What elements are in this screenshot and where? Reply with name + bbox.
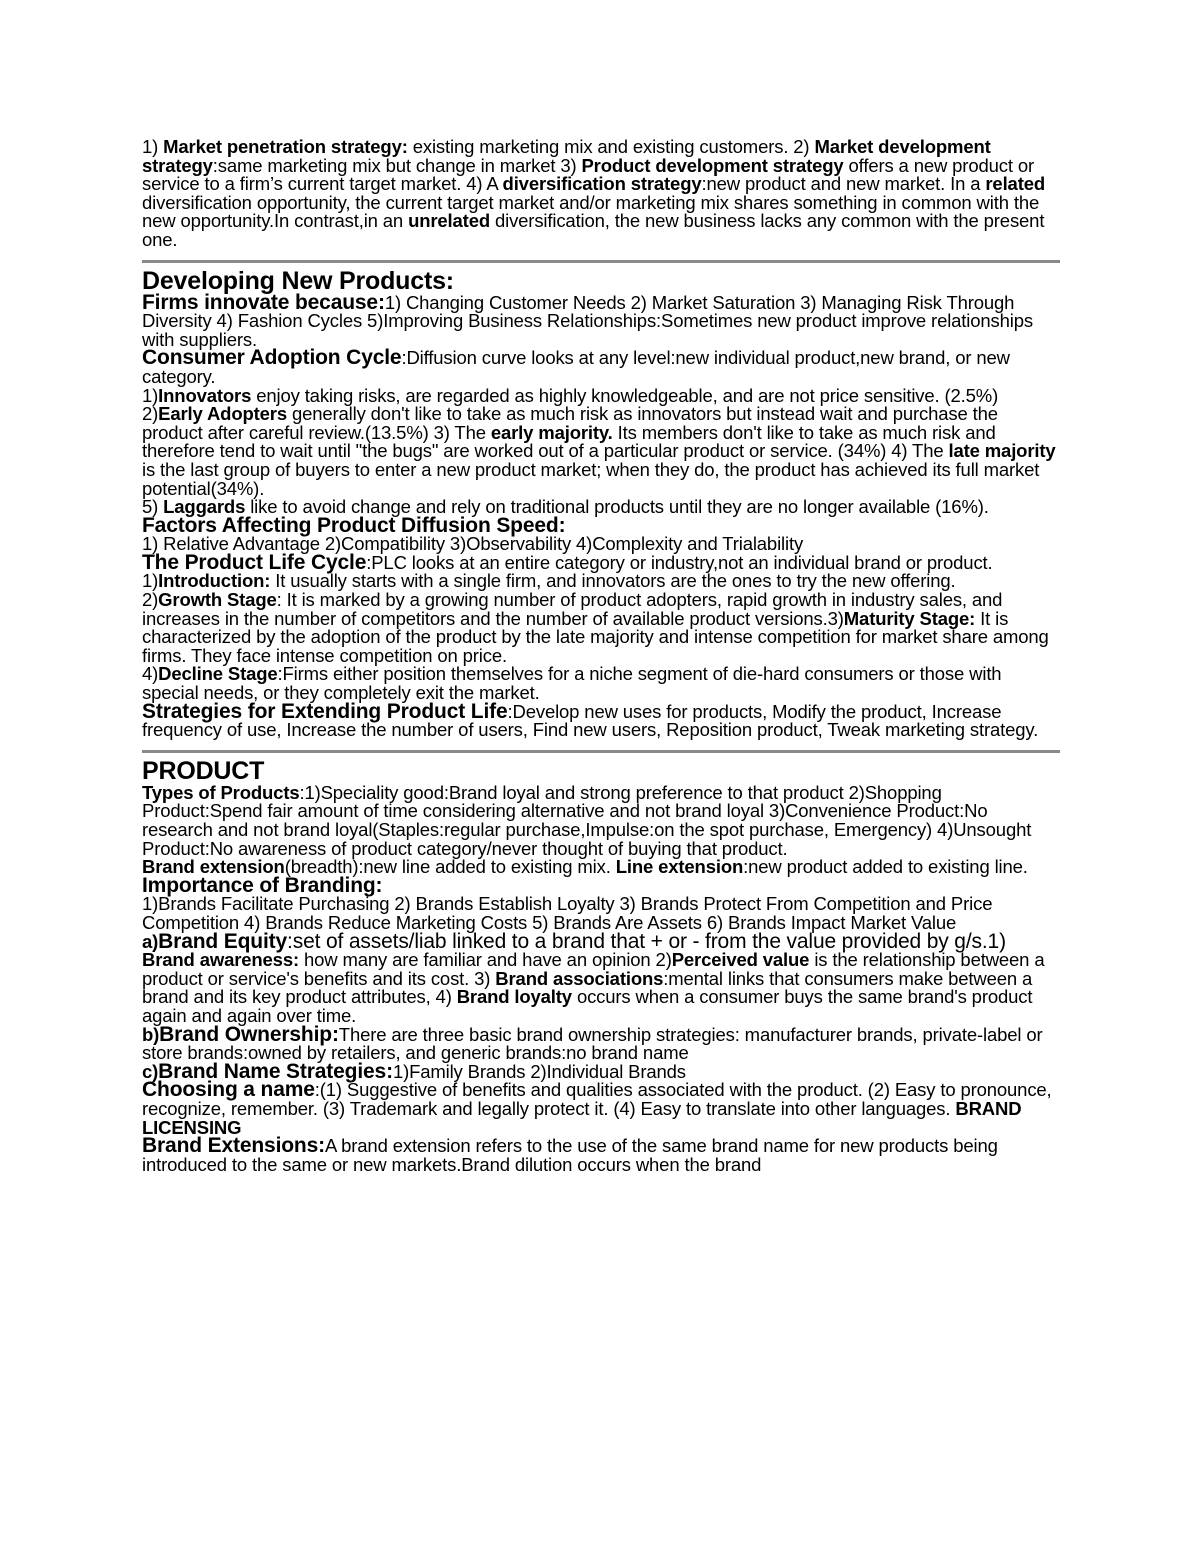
bold-term: BRAND LICENSING <box>142 1097 1022 1138</box>
text-run: is the last group of buyers to enter a new product market; when they do, the product has achieved its full market potential(34%). <box>142 458 1040 499</box>
bold-term: Perceived value <box>671 949 810 971</box>
section-developing-new-products <box>142 268 1060 740</box>
bold-term: a) <box>142 930 159 952</box>
paragraph <box>142 1078 1060 1138</box>
bold-term: Factors Affecting Product Diffusion Speed: <box>142 513 566 537</box>
bold-term: Brand Extensions: <box>142 1134 325 1158</box>
bold-term: diversification strategy <box>502 173 702 195</box>
text-run: 1) <box>142 570 159 592</box>
paragraph <box>142 665 1060 702</box>
text-run: enjoy taking risks, are regarded as highly knowledgeable, and are not price sensitive. (2.5%) <box>251 384 999 406</box>
text-run: 1) Changing Customer Needs 2) Market Saturation 3) Managing Risk Through Diversity 4) Fashion Cycles 5)Improving Business Relationships:Sometimes new product improve relationships with suppliers. <box>142 291 1033 350</box>
text-run: :1)Speciality good:Brand loyal and strong preference to that product 2)Shopping Product:Spend fair amount of time considering alternative and not brand loyal 3)Convenience Product:No research and not brand loyal(Staples:regular purchase,Impulse:on the spot purchase, Emergency) 4)Unsought Product:No awareness of product category/never thought of buying that product. <box>142 781 1032 859</box>
bold-term: Market penetration strategy: <box>163 136 408 157</box>
paragraph <box>142 591 1060 665</box>
text-run: diversification, the new business lacks any common with the present one. <box>142 210 1045 250</box>
bold-term: Early Adopters <box>158 403 287 425</box>
bold-term: Introduction: <box>158 570 271 592</box>
text-run: :same marketing mix but change in market 3) <box>212 154 582 176</box>
text-run: :Firms either position themselves for a niche segment of die-hard consumers or those with special needs, or they completely exit the market. <box>142 663 1002 704</box>
text-run: is the relationship between a product or service's benefits and its cost. 3) <box>142 949 1045 989</box>
paragraph <box>142 699 1060 741</box>
paragraph <box>142 346 1060 387</box>
bold-term: The Product Life Cycle <box>142 550 367 574</box>
bold-term: Brand associations <box>495 967 664 989</box>
text-run: :new product and new market. In a <box>701 173 986 195</box>
text-run: :new product added to existing line. <box>743 856 1028 878</box>
bold-term: Market development strategy <box>142 136 991 176</box>
text-run: :PLC looks at an entire category or industry,not an individual brand or product. <box>366 551 993 573</box>
bold-term: late majority <box>948 440 1056 462</box>
section-title: PRODUCT <box>142 756 265 785</box>
text-run: :mental links that consumers make between a brand and its key product attributes, 4) <box>142 967 1033 1008</box>
bold-term: Types of Products <box>142 781 300 803</box>
bold-term: Product development strategy <box>581 154 844 176</box>
bold-term: unrelated <box>408 210 490 232</box>
text-run: generally don't like to take as much risk as innovators but instead wait and purchase the product after careful review.(13.5%) 3) The <box>142 403 998 443</box>
text-run: : It is marked by a growing number of product adopters, rapid growth in industry sales, and increases in the number of competitors and the number of available product versions.3) <box>142 589 1003 629</box>
text-run: There are three basic brand ownership strategies: manufacturer brands, private-label or store brands:owned by retailers, and generic brands:no brand name <box>142 1023 1043 1064</box>
bold-term: Laggards <box>163 496 246 518</box>
text-run: (breadth):new line added to existing mix. <box>284 856 616 878</box>
text-run: It is characterized by the adoption of the product by the late majority and intense competition for market share among firms. They face intense competition on price. <box>142 607 1049 666</box>
paragraph <box>142 1022 1060 1064</box>
bold-term: Firms innovate because: <box>142 290 385 314</box>
text-run: It usually starts with a single firm, and innovators are the ones to try the new offering. <box>270 570 956 592</box>
bold-term: Strategies for Extending Product Life <box>142 699 508 723</box>
bold-term: b) <box>142 1023 160 1045</box>
text-run: diversification opportunity, the current target market and/or marketing mix shares something in common with the new opportunity.In contrast,in an <box>142 191 1040 232</box>
bold-term: Growth Stage <box>158 589 277 611</box>
section-body <box>142 290 1060 741</box>
text-run: 5) <box>142 496 164 518</box>
paragraph <box>142 929 1060 1026</box>
paragraph <box>142 405 1060 498</box>
text-run: 1)Brands Facilitate Purchasing 2) Brands Establish Loyalty 3) Brands Protect From Competition and Price Competition 4) Brands Reduce Marketing Costs 5) Brands Are Assets 6) Brands Impact Market Value <box>142 893 993 933</box>
section-product <box>142 758 1060 1174</box>
paragraph <box>142 1134 1060 1175</box>
bold-term: Line extension <box>615 856 744 878</box>
bold-term: Brand Name Strategies: <box>158 1059 393 1083</box>
bold-term: Brand extension <box>142 856 285 878</box>
text-run: 4) <box>142 663 159 685</box>
intro-paragraph <box>142 138 1060 250</box>
section-body <box>142 781 1060 1175</box>
bold-term: early majority. <box>490 421 613 443</box>
section-title: Developing New Products: <box>142 266 454 295</box>
text-run: like to avoid change and rely on traditional products until they are no longer available (16%). <box>245 496 989 518</box>
text-run: 1) <box>142 384 159 406</box>
text-run: 1)Family Brands 2)Individual Brands <box>392 1060 686 1082</box>
text-run: 2) <box>142 589 159 611</box>
text-run: :Diffusion curve looks at any level:new individual product,new brand, or new category. <box>142 347 1010 387</box>
bold-term: Consumer Adoption Cycle <box>142 346 402 370</box>
text-run: 1) Relative Advantage 2)Compatibility 3)Observability 4)Complexity and Trialability <box>142 533 804 555</box>
bold-term: Brand awareness: <box>142 949 299 971</box>
text-run: offers a new product or service to a firm’s current target market. 4) A <box>142 154 1034 195</box>
text-run: 2) <box>142 403 159 425</box>
section-divider <box>142 750 1060 753</box>
text-run: existing marketing mix and existing customers. 2) <box>407 136 815 157</box>
text-run: :(1) Suggestive of benefits and qualities associated with the product. (2) Easy to pronounce, recognize, remember. (3) Trademark and legally protect it. (4) Easy to translate into other languages. <box>142 1079 1052 1119</box>
bold-term: Brand Ownership: <box>159 1022 339 1046</box>
bold-term: Innovators <box>158 384 252 406</box>
bold-term: Importance of Branding: <box>142 873 383 897</box>
paragraph <box>142 781 1060 859</box>
bold-term: Maturity Stage: <box>843 607 976 629</box>
section-divider <box>142 260 1060 263</box>
bold-term: Brand Equity <box>158 929 288 953</box>
text-run: :Develop new uses for products, Modify the product, Increase frequency of use, Increase the number of users, Find new users, Reposition product, Tweak marketing strategy. <box>142 700 1039 741</box>
bold-term: Brand loyalty <box>456 986 572 1008</box>
text-run: A brand extension refers to the use of the same brand name for new products being introduced to the same or new markets.Brand dilution occurs when the brand <box>142 1135 998 1175</box>
paragraph <box>142 895 1060 932</box>
bold-term: Decline Stage <box>158 663 278 685</box>
bold-term: related <box>985 173 1045 195</box>
text-run: :set of assets/liab linked to a brand that + or - from the value provided by g/s.1) <box>287 929 1006 953</box>
text-run: how many are familiar and have an opinion 2) <box>298 949 672 971</box>
text-run: occurs when a consumer buys the same brand's product again and again over time. <box>142 986 1033 1026</box>
bold-term: c) <box>142 1060 159 1082</box>
bold-term: Choosing a name <box>142 1078 315 1102</box>
paragraph <box>142 290 1060 350</box>
text-run: 1) <box>142 136 164 157</box>
text-run: Its members don't like to take as much risk and therefore tend to wait until "the bugs" are worked out of a particular product or service. (34%) 4) The <box>142 421 996 462</box>
